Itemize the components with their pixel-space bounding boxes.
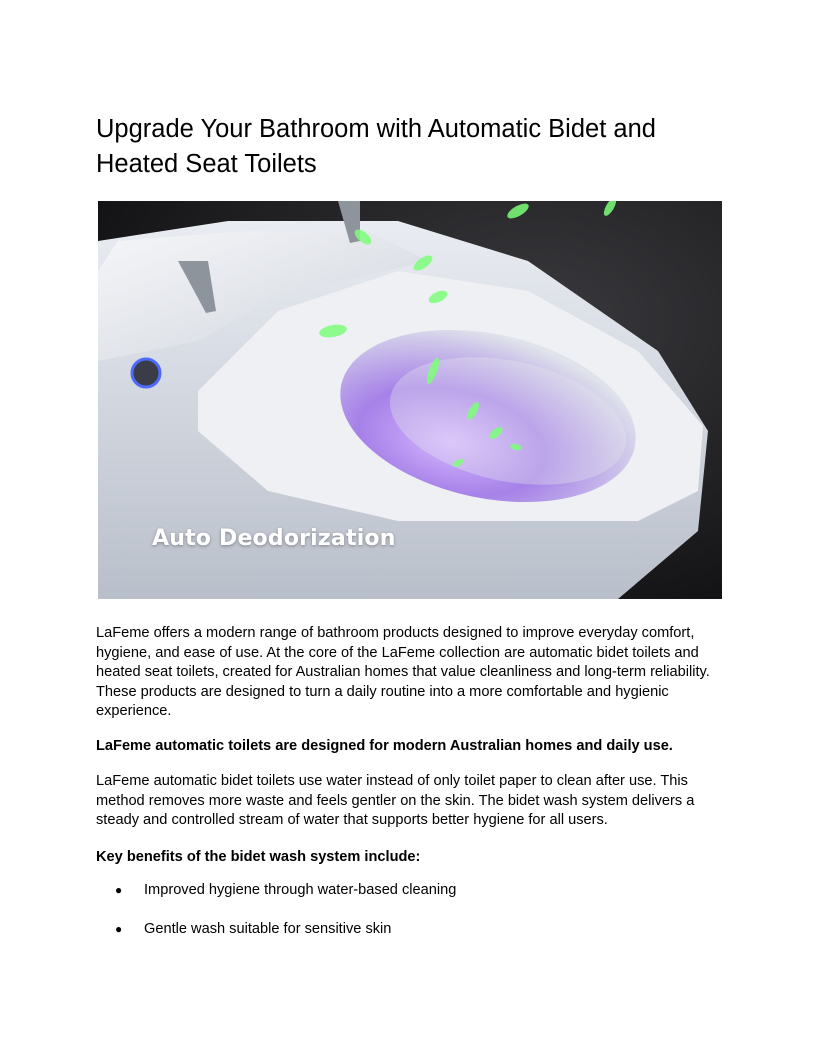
- bullet-icon: ●: [115, 922, 123, 936]
- hero-caption: Auto Deodorization: [152, 526, 396, 551]
- intro-paragraph: LaFeme offers a modern range of bathroom products designed to improve everyday comfort, hygiene, and ease of use. At the core of the LaFeme collection are automatic bidet toilets and heated seat toilets, created for Australian homes that value cleanliness and long-term reliability. These products are designed to turn a daily routine into a more comfortable and hygienic experience.: [96, 625, 710, 720]
- tagline: LaFeme automatic toilets are designed for modern Australian homes and daily use.: [96, 738, 673, 754]
- list-item: [96, 880, 722, 919]
- benefits-heading: Key benefits of the bidet wash system include:: [96, 849, 421, 865]
- benefits-list: [96, 880, 722, 958]
- benefit-text: Gentle wash suitable for sensitive skin: [144, 921, 392, 937]
- bullet-icon: ●: [115, 883, 123, 897]
- list-item: [96, 919, 722, 958]
- benefit-text: Improved hygiene through water-based cleaning: [144, 882, 457, 898]
- hero-image: [98, 201, 722, 599]
- page-title: Upgrade Your Bathroom with Automatic Bidet and Heated Seat Toilets: [96, 115, 656, 178]
- wash-paragraph: LaFeme automatic bidet toilets use water instead of only toilet paper to clean after use. This method removes more waste and feels gentler on the skin. The bidet wash system delivers a steady and controlled stream of water that supports better hygiene for all users.: [96, 773, 695, 829]
